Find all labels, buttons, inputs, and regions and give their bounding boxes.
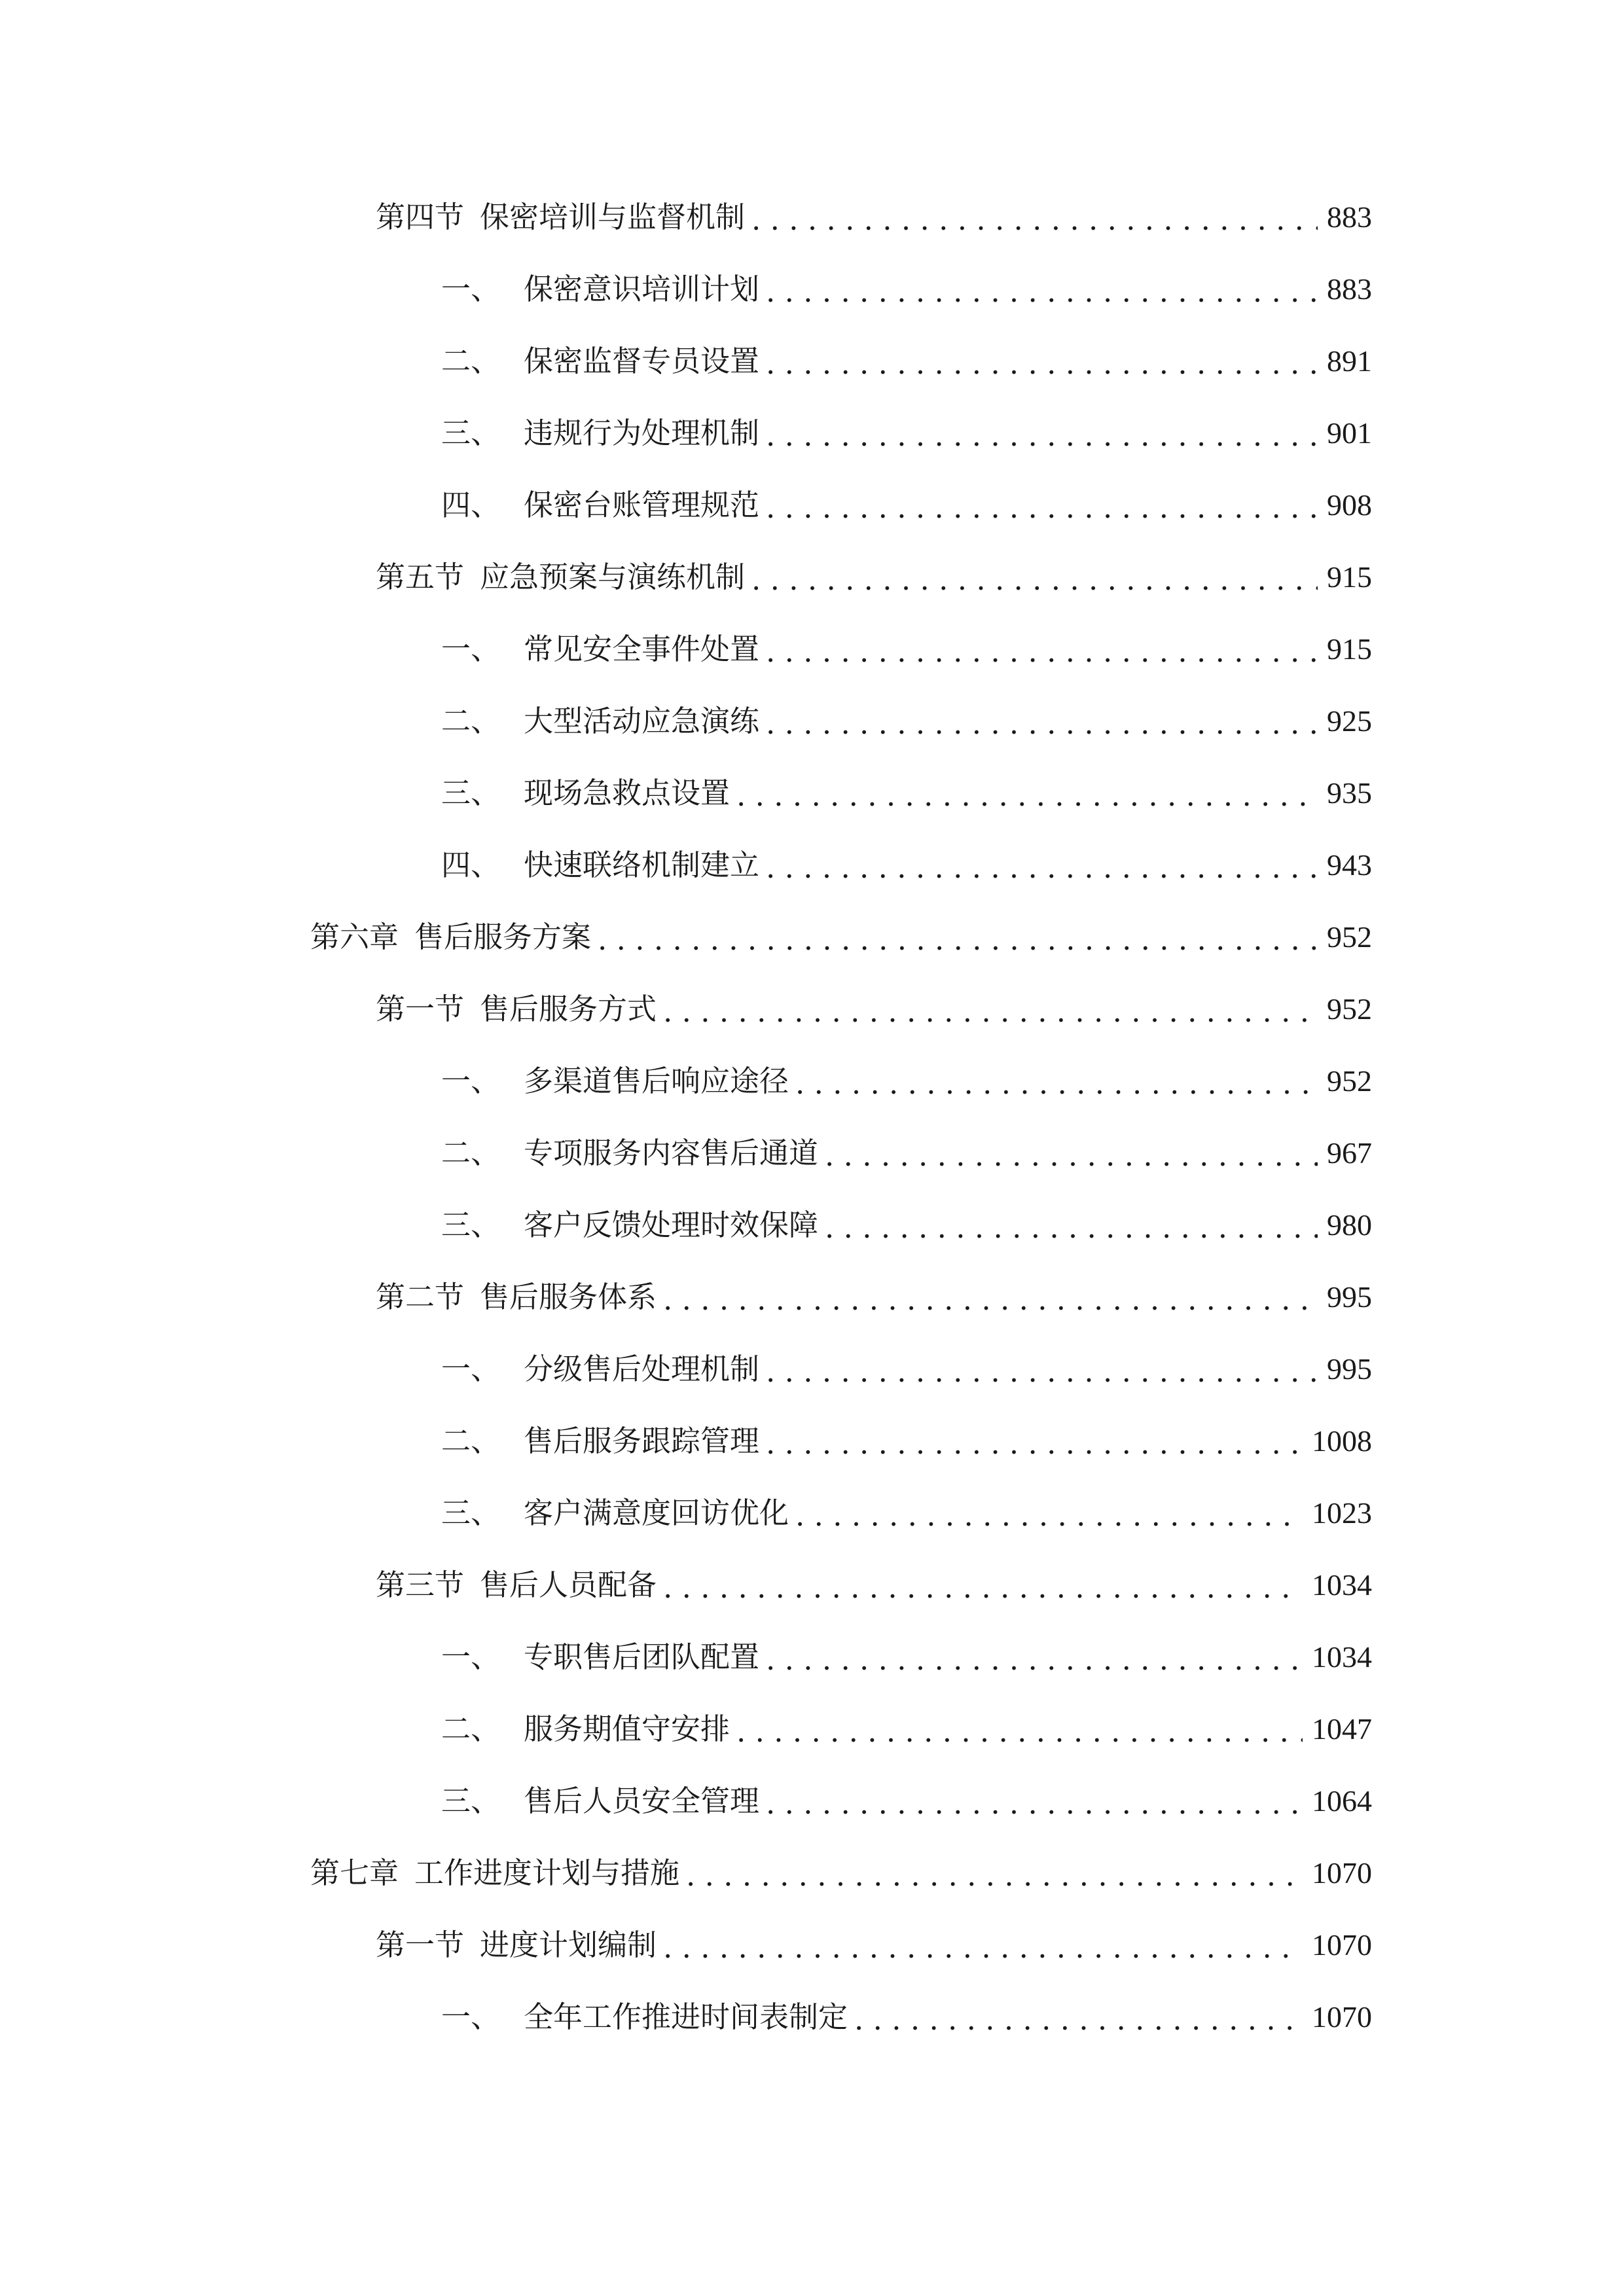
dot-leader [766,1768,1303,1840]
toc-entry-page-number: 935 [1327,776,1372,810]
toc-entry[interactable] [0,1333,1624,1405]
toc-entry-title: 违规行为处理机制 [524,416,760,450]
dot-leader [663,1912,1303,1984]
dot-leader [766,472,1318,544]
toc-entry-number: 四、 [441,848,501,882]
toc-entry-number: 三、 [441,1208,501,1242]
toc-entry-title: 专项服务内容售后通道 [524,1136,819,1170]
dot-leader [663,976,1318,1048]
toc-entry-number: 三、 [441,1784,501,1818]
dot-leader [766,400,1318,472]
toc-entry-page-number: 1008 [1312,1424,1372,1458]
toc-entry-page-number: 980 [1327,1208,1372,1242]
dot-leader [663,1552,1303,1624]
toc-entry-page-number: 995 [1327,1280,1372,1314]
toc-entry-title: 售后服务体系 [480,1280,657,1314]
toc-entry-page-number: 1070 [1312,2000,1372,2034]
dot-leader [766,832,1318,904]
dot-leader [751,184,1318,256]
toc-entry[interactable] [0,1981,1624,2053]
toc-entry[interactable] [0,1189,1624,1261]
toc-entry-number: 第七章 [310,1856,399,1890]
toc-entry-title: 分级售后处理机制 [524,1352,760,1386]
toc-entry[interactable] [0,829,1624,901]
toc-entry-title: 进度计划编制 [480,1928,657,1962]
toc-entry-number: 二、 [441,1712,501,1746]
toc-entry-page-number: 908 [1327,488,1372,522]
toc-entry-number: 第二节 [376,1280,465,1314]
toc-entry-number: 第一节 [376,1928,465,1962]
toc-entry-title: 工作进度计划与措施 [414,1856,680,1890]
toc-entry-title: 全年工作推进时间表制定 [524,2000,848,2034]
toc-entry[interactable] [0,613,1624,685]
toc-entry-title: 保密意识培训计划 [524,272,760,306]
toc-entry[interactable] [0,1117,1624,1189]
toc-entry-page-number: 883 [1327,272,1372,306]
toc-entry-title: 客户反馈处理时效保障 [524,1208,819,1242]
dot-leader [598,904,1318,976]
dot-leader [825,1120,1318,1192]
toc-entry[interactable] [0,1765,1624,1837]
toc-entry-number: 第一节 [376,992,465,1026]
toc-entry-title: 售后服务方案 [414,920,592,954]
toc-entry-page-number: 915 [1327,560,1372,594]
toc-entry[interactable] [0,973,1624,1045]
toc-entry-page-number: 952 [1327,992,1372,1026]
dot-leader [766,256,1318,328]
toc-entry[interactable] [0,1405,1624,1477]
toc-entry[interactable] [0,253,1624,325]
toc-entry-page-number: 1064 [1312,1784,1372,1818]
dot-leader [766,688,1318,760]
toc-entry[interactable] [0,469,1624,541]
toc-entry[interactable] [0,1549,1624,1621]
toc-entry[interactable] [0,1261,1624,1333]
toc-entry-title: 售后服务方式 [480,992,657,1026]
toc-entry-number: 二、 [441,1136,501,1170]
toc-entry-page-number: 995 [1327,1352,1372,1386]
toc-entry[interactable] [0,1909,1624,1981]
toc-entry-title: 大型活动应急演练 [524,704,760,738]
toc-entry[interactable] [0,901,1624,973]
toc-entry-page-number: 943 [1327,848,1372,882]
toc-entry-number: 二、 [441,1424,501,1458]
toc-entry-page-number: 1034 [1312,1640,1372,1674]
toc-entry[interactable] [0,685,1624,757]
toc-entry-number: 第四节 [376,200,465,234]
toc-entry[interactable] [0,1477,1624,1549]
dot-leader [766,1624,1303,1696]
toc-entry[interactable] [0,181,1624,253]
dot-leader [766,1408,1303,1480]
toc-entry-number: 四、 [441,488,501,522]
table-of-contents [0,181,1624,2053]
dot-leader [736,760,1318,832]
toc-entry-title: 保密监督专员设置 [524,344,760,378]
dot-leader [766,616,1318,688]
toc-entry[interactable] [0,1837,1624,1909]
toc-entry-title: 应急预案与演练机制 [480,560,746,594]
toc-entry-page-number: 1023 [1312,1496,1372,1530]
toc-entry-number: 二、 [441,344,501,378]
toc-entry-number: 第五节 [376,560,465,594]
dot-leader [825,1192,1318,1264]
toc-entry-title: 服务期值守安排 [524,1712,731,1746]
toc-entry-title: 售后人员配备 [480,1568,657,1602]
toc-entry-number: 三、 [441,416,501,450]
toc-entry-title: 常见安全事件处置 [524,632,760,666]
toc-entry-number: 三、 [441,776,501,810]
toc-entry[interactable] [0,1045,1624,1117]
toc-entry-number: 一、 [441,1064,501,1098]
toc-entry-page-number: 925 [1327,704,1372,738]
toc-entry-number: 一、 [441,1352,501,1386]
dot-leader [854,1984,1303,2056]
dot-leader [795,1480,1303,1552]
toc-entry-title: 保密台账管理规范 [524,488,760,522]
toc-entry-page-number: 891 [1327,344,1372,378]
dot-leader [795,1048,1318,1120]
toc-entry-title: 售后人员安全管理 [524,1784,760,1818]
dot-leader [686,1840,1303,1912]
toc-entry-title: 现场急救点设置 [524,776,731,810]
dot-leader [766,328,1318,400]
toc-entry[interactable] [0,1621,1624,1693]
toc-entry-page-number: 967 [1327,1136,1372,1170]
toc-entry[interactable] [0,325,1624,397]
toc-entry-page-number: 952 [1327,920,1372,954]
toc-entry-title: 快速联络机制建立 [524,848,760,882]
toc-entry-number: 一、 [441,1640,501,1674]
toc-entry-title: 客户满意度回访优化 [524,1496,789,1530]
toc-entry[interactable] [0,541,1624,613]
toc-entry-page-number: 915 [1327,632,1372,666]
toc-entry-page-number: 883 [1327,200,1372,234]
toc-entry-title: 保密培训与监督机制 [480,200,746,234]
toc-entry-number: 二、 [441,704,501,738]
toc-entry-page-number: 1070 [1312,1856,1372,1890]
dot-leader [736,1696,1303,1768]
toc-entry-page-number: 901 [1327,416,1372,450]
dot-leader [663,1264,1318,1336]
toc-entry-number: 第六章 [310,920,399,954]
toc-entry[interactable] [0,757,1624,829]
toc-entry-number: 一、 [441,2000,501,2034]
toc-entry-number: 一、 [441,272,501,306]
dot-leader [751,544,1318,616]
toc-entry-page-number: 1034 [1312,1568,1372,1602]
dot-leader [766,1336,1318,1408]
toc-entry-title: 多渠道售后响应途径 [524,1064,789,1098]
toc-entry[interactable] [0,1693,1624,1765]
toc-entry-page-number: 1047 [1312,1712,1372,1746]
toc-entry-page-number: 1070 [1312,1928,1372,1962]
toc-entry-title: 售后服务跟踪管理 [524,1424,760,1458]
toc-entry-page-number: 952 [1327,1064,1372,1098]
toc-entry-number: 一、 [441,632,501,666]
toc-entry-title: 专职售后团队配置 [524,1640,760,1674]
toc-entry[interactable] [0,397,1624,469]
toc-entry-number: 三、 [441,1496,501,1530]
toc-entry-number: 第三节 [376,1568,465,1602]
